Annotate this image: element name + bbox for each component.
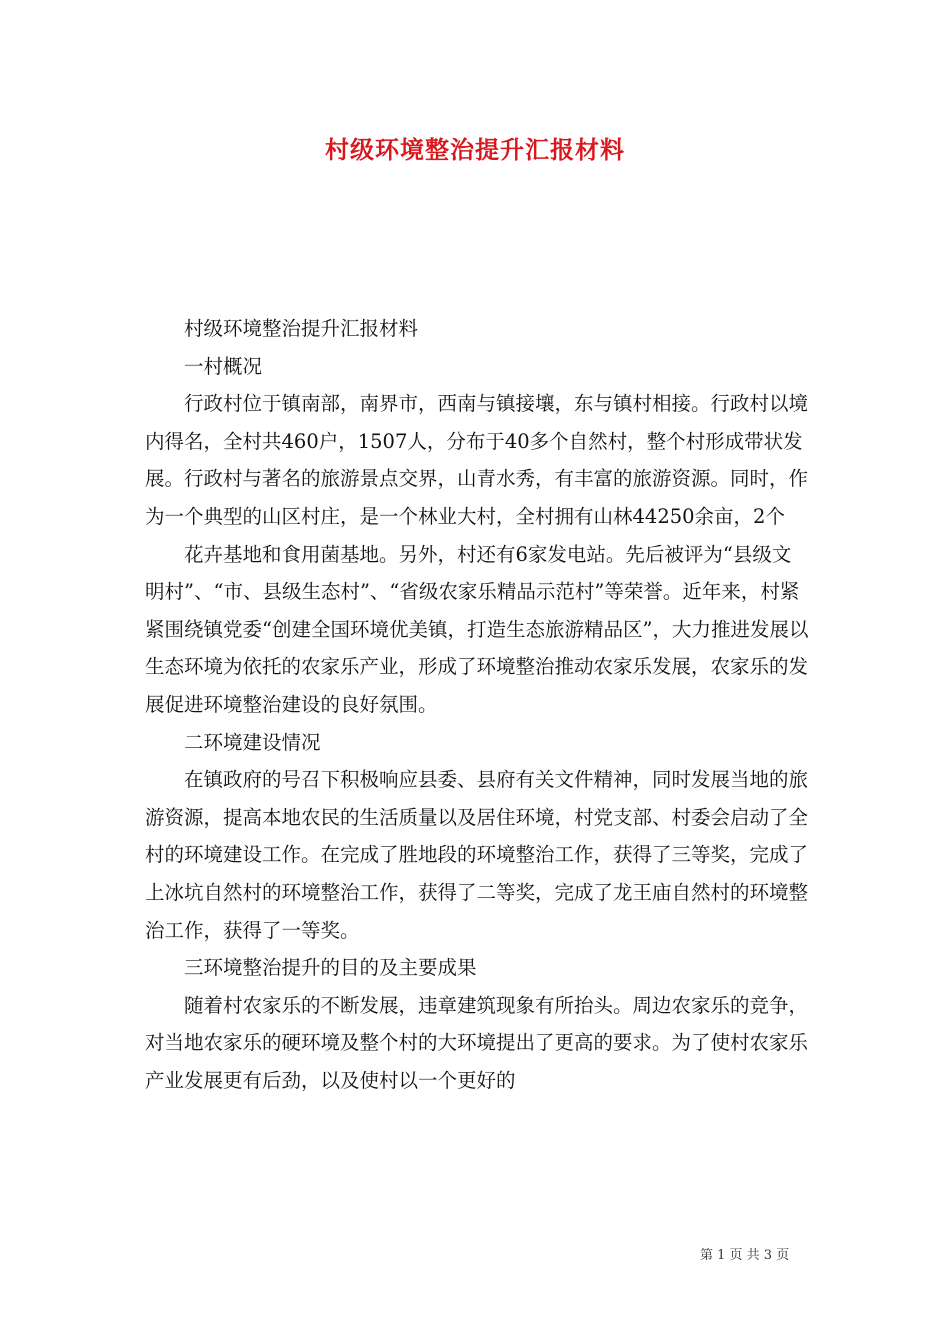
paragraph-improvement-goals: 随着村农家乐的不断发展，违章建筑现象有所抬头。周边农家乐的竞争，对当地农家乐的硬环境及整个村的大环境提出了更高的要求。为了使村农家乐产业发展更有后劲，以及使村以一个更好的 [145, 993, 809, 1092]
paragraph-overview-continued: 花卉基地和食用菌基地。另外，村还有6家发电站。先后被评为“县级文明村”、“市、县级生态村”、“省级农家乐精品示范村”等荣誉。近年来，村紧紧围绕镇党委“创建全国环境优美镇，打造生态旅游精品区”，大力推进发展以生态环境为依托的农家乐产业，形成了环境整治推动农家乐发展，农家乐的发展促进环境整治建设的良好氛围。 [145, 542, 809, 716]
section-heading-1: 一村概况 [184, 354, 263, 378]
section-heading-2: 二环境建设情况 [184, 730, 321, 754]
page-number: 第 1 页 共 3 页 [700, 1248, 790, 1263]
body-heading: 村级环境整治提升汇报材料 [184, 317, 419, 340]
document-body [145, 310, 810, 1099]
section-heading-3: 三环境整治提升的目的及主要成果 [184, 956, 477, 980]
paragraph-environment-construction: 在镇政府的号召下积极响应县委、县府有关文件精神，同时发展当地的旅游资源，提高本地农民的生活质量以及居住环境，村党支部、村委会启动了全村的环境建设工作。在完成了胜地段的环境整治工作，获得了三等奖，完成了上冰坑自然村的环境整治工作，获得了二等奖，完成了龙王庙自然村的环境整治工作，获得了一等奖。 [145, 768, 809, 942]
page-title: 村级环境整治提升汇报材料 [325, 136, 625, 164]
paragraph-village-overview: 行政村位于镇南部，南界市，西南与镇接壤，东与镇村相接。行政村以境内得名，全村共460户，1507人，分布于40多个自然村，整个村形成带状发展。行政村与著名的旅游景点交界，山青水秀，有丰富的旅游资源。同时，作为一个典型的山区村庄，是一个林业大村，全村拥有山林44250余亩，2个 [145, 392, 809, 528]
